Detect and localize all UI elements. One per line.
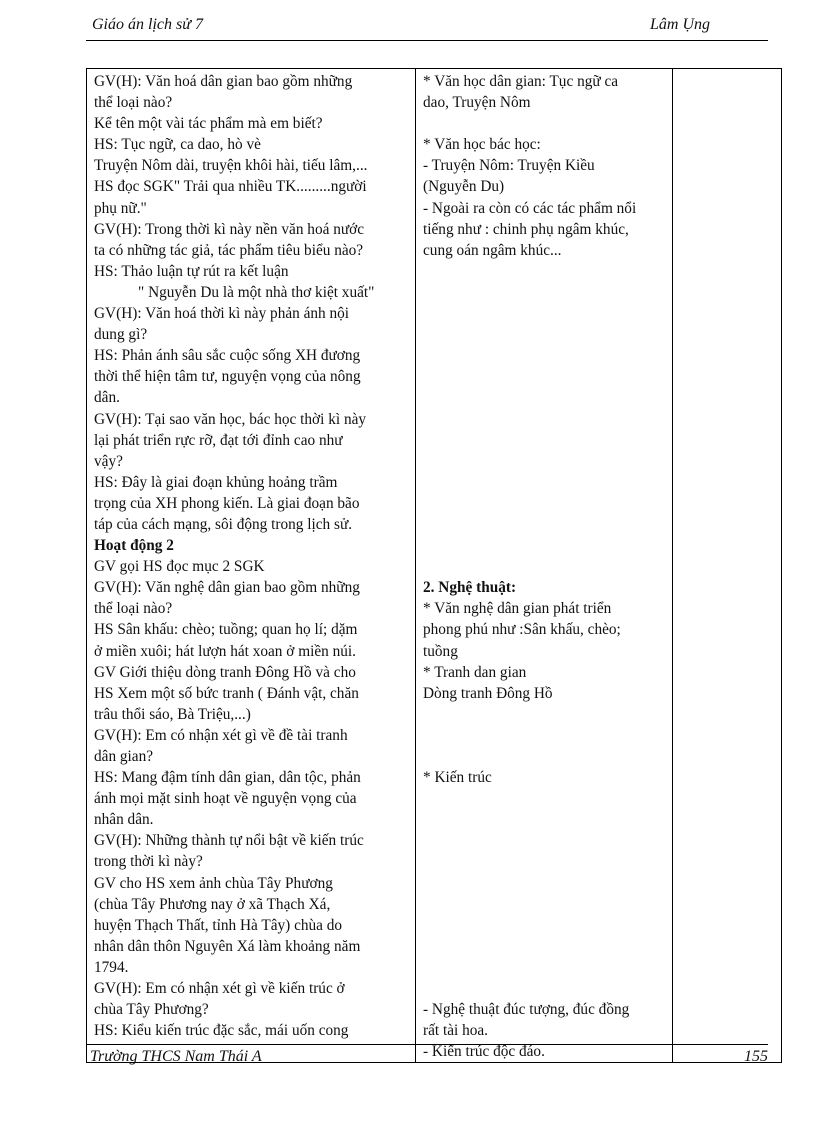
text-line xyxy=(423,851,665,872)
text-line xyxy=(423,514,665,535)
text-line: * Kiến trúc xyxy=(423,769,492,787)
text-line: GV(H): Văn hoá thời kì này phản ánh nội xyxy=(94,305,350,323)
text-line: HS: Kiểu kiến trúc đặc sắc, mái uốn cong xyxy=(94,1022,349,1040)
text-line: GV(H): Văn nghệ dân gian bao gồm những xyxy=(94,579,360,597)
text-line: dân. xyxy=(94,389,120,407)
activities-column xyxy=(87,69,416,1063)
text-line: - Truyện Nôm: Truyện Kiều xyxy=(423,157,595,175)
text-line: ở miền xuôi; hát lượn hát xoan ở miền núi. xyxy=(94,642,356,660)
text-line: tiếng như : chinh phụ ngâm khúc, xyxy=(423,220,629,238)
text-line: (chùa Tây Phương nay ở xã Thạch Xá, xyxy=(94,895,331,913)
text-line xyxy=(423,409,665,430)
text-line: Truyện Nôm dài, truyện khôi hài, tiếu lâm,... xyxy=(94,157,368,175)
text-line: nhân dân thôn Nguyên Xá làm khoảng năm xyxy=(94,937,361,955)
text-line: GV Giới thiệu dòng tranh Đông Hồ và cho xyxy=(94,663,356,681)
text-line: * Văn học dân gian: Tục ngữ ca xyxy=(423,73,619,90)
text-line xyxy=(423,873,665,894)
text-line: GV(H): Em có nhận xét gì về kiến trúc ở xyxy=(94,980,345,998)
notes-column xyxy=(673,69,782,1063)
text-line: 1794. xyxy=(94,958,129,976)
text-line xyxy=(423,451,665,472)
text-line xyxy=(423,535,665,556)
text-line: GV cho HS xem ảnh chùa Tây Phương xyxy=(94,874,333,892)
header-rule xyxy=(86,40,768,41)
text-line: GV(H): Trong thời kì này nền văn hoá nước xyxy=(94,220,365,238)
text-line: tuồng xyxy=(423,642,458,660)
text-line: 2. Nghệ thuật: xyxy=(423,579,517,597)
text-line: Hoạt động 2 xyxy=(94,537,174,555)
text-line xyxy=(423,936,665,957)
lesson-table xyxy=(86,68,782,1063)
text-line: GV(H): Tại sao văn học, bác học thời kì này xyxy=(94,410,367,428)
text-line: dung gì? xyxy=(94,326,148,344)
content-column xyxy=(416,69,673,1063)
text-line: trâu thổi sáo, Bà Triệu,...) xyxy=(94,705,251,723)
text-line: lại phát triển rực rỡ, đạt tới đỉnh cao như xyxy=(94,431,343,449)
text-line: rất tài hoa. xyxy=(423,1022,488,1040)
text-line: (Nguyễn Du) xyxy=(423,178,505,196)
text-line xyxy=(423,303,665,324)
text-line: vậy? xyxy=(94,452,123,470)
text-line: ánh mọi mặt sinh hoạt về nguyện vọng của xyxy=(94,790,357,808)
text-line: * Văn học bác học: xyxy=(423,136,541,154)
text-line: - Ngoài ra còn có các tác phẩm nổi xyxy=(423,199,637,217)
page-number: 155 xyxy=(744,1048,768,1065)
text-line: ta có những tác giả, tác phẩm tiêu biểu nào? xyxy=(94,241,364,259)
text-line xyxy=(423,282,665,303)
text-line: huyện Thạch Thất, tỉnh Hà Tây) chùa do xyxy=(94,916,343,934)
text-line xyxy=(423,324,665,345)
text-line: chùa Tây Phương? xyxy=(94,1001,209,1019)
text-line xyxy=(423,704,665,725)
text-line: GV(H): Em có nhận xét gì về đề tài tranh xyxy=(94,726,348,744)
text-line: thời thể hiện tâm tư, nguyện vọng của nông xyxy=(94,368,361,386)
text-line: thể loại nào? xyxy=(94,600,173,618)
text-line xyxy=(423,366,665,387)
text-line: thể loại nào? xyxy=(94,94,173,112)
text-line: HS: Phản ánh sâu sắc cuộc sống XH đương xyxy=(94,347,361,365)
text-line: - Kiến trúc độc đáo. xyxy=(423,1043,545,1061)
text-line: nhân dân. xyxy=(94,811,154,829)
text-line: * Tranh dan gian xyxy=(423,663,527,681)
footer-school: Trường THCS Nam Thái A xyxy=(90,1048,262,1065)
text-line xyxy=(423,261,665,282)
text-line xyxy=(423,113,665,134)
text-line: GV(H): Văn hoá dân gian bao gồm những xyxy=(94,73,353,90)
text-line: Kể tên một vài tác phẩm mà em biết? xyxy=(94,115,323,133)
text-line xyxy=(423,345,665,366)
text-line: dân gian? xyxy=(94,748,154,765)
text-line: Dòng tranh Đông Hồ xyxy=(423,684,553,702)
text-line: HS Sân khấu: chèo; tuồng; quan họ lí; dặm xyxy=(94,621,358,639)
text-line xyxy=(423,725,665,746)
text-line: * Văn nghệ dân gian phát triển xyxy=(423,600,612,618)
text-line: GV gọi HS đọc mục 2 SGK xyxy=(94,558,265,576)
text-line xyxy=(423,809,665,830)
text-line: GV(H): Những thành tự nổi bật về kiến trúc xyxy=(94,832,364,850)
text-line: dao, Truyện Nôm xyxy=(423,94,531,112)
text-line xyxy=(423,556,665,577)
text-line xyxy=(423,957,665,978)
text-line xyxy=(423,830,665,851)
page-footer xyxy=(86,1046,768,1072)
text-line xyxy=(423,430,665,451)
text-line: " Nguyễn Du là một nhà thơ kiệt xuất" xyxy=(138,283,375,301)
text-line: phụ nữ." xyxy=(94,199,147,217)
text-line xyxy=(423,788,665,809)
text-line xyxy=(423,387,665,408)
text-line xyxy=(423,894,665,915)
page-header xyxy=(86,14,766,40)
text-line: HS đọc SGK" Trải qua nhiều TK.........người xyxy=(94,178,367,196)
text-line: trong thời kì này? xyxy=(94,853,203,871)
text-line: phong phú như :Sân khấu, chèo; xyxy=(423,621,621,639)
text-line: cung oán ngâm khúc... xyxy=(423,241,562,259)
text-line xyxy=(423,978,665,999)
text-line: HS: Thảo luận tự rút ra kết luận xyxy=(94,262,289,280)
header-author: Lâm Ụng xyxy=(649,16,710,33)
text-line: táp của cách mạng, sôi động trong lịch sử. xyxy=(94,515,353,533)
table-row xyxy=(87,69,782,1063)
text-line xyxy=(423,746,665,767)
text-line: trọng của XH phong kiến. Là giai đoạn bão xyxy=(94,494,360,512)
footer-rule xyxy=(86,1044,768,1045)
text-line: HS Xem một số bức tranh ( Đánh vật, chăn xyxy=(94,684,359,702)
text-line xyxy=(423,493,665,514)
text-line: - Nghệ thuật đúc tượng, đúc đồng xyxy=(423,1001,630,1019)
text-line xyxy=(423,472,665,493)
header-title: Giáo án lịch sử 7 xyxy=(92,16,203,33)
text-line xyxy=(423,915,665,936)
text-line: HS: Đây là giai đoạn khủng hoảng trầm xyxy=(94,473,338,491)
text-line: HS: Tục ngữ, ca dao, hò vè xyxy=(94,136,261,154)
text-line: HS: Mang đậm tính dân gian, dân tộc, phản xyxy=(94,769,361,787)
